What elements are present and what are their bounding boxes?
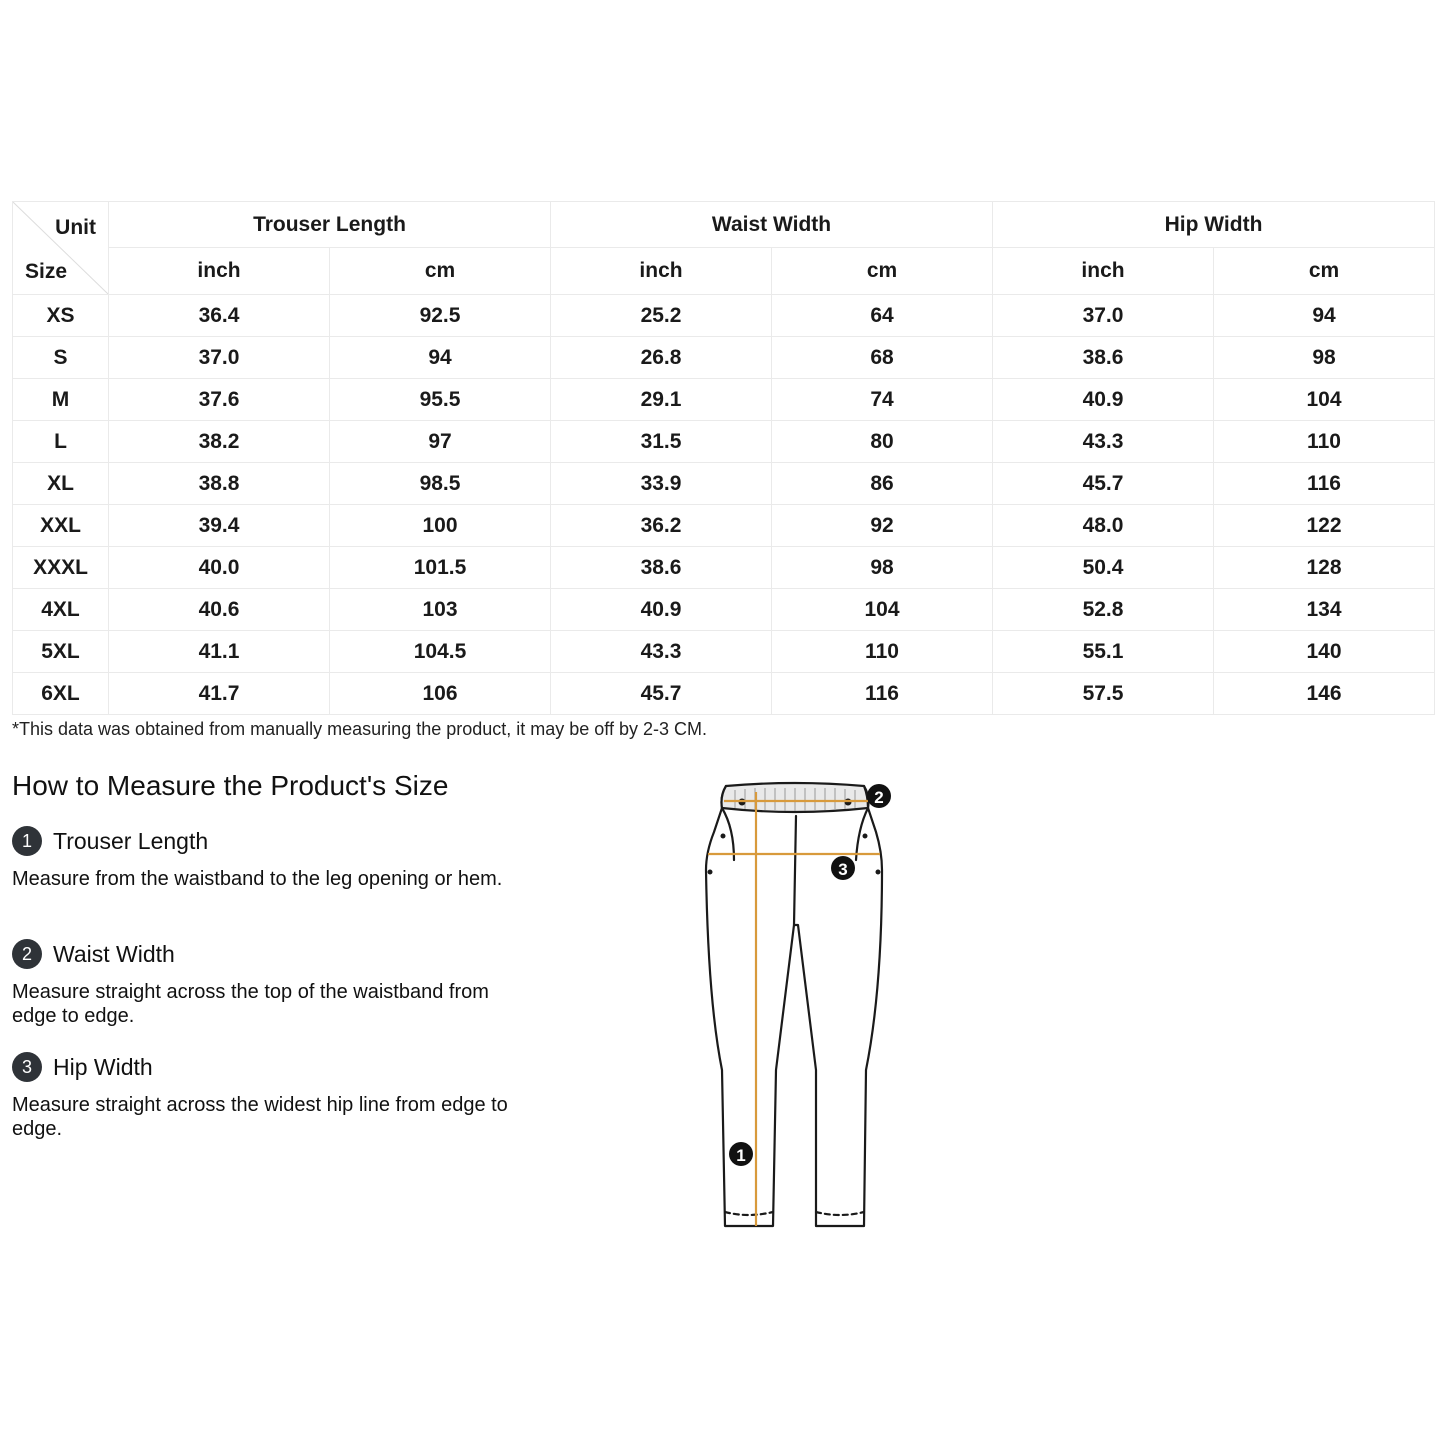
size-label-cell: XL [13,463,109,505]
size-label-cell: 6XL [13,673,109,715]
measurement-cell: 39.4 [109,505,330,547]
unit-header: cm [1214,248,1435,295]
measurement-cell: 37.6 [109,379,330,421]
corner-header-cell [13,202,109,295]
measurement-cell: 110 [1214,421,1435,463]
size-label-cell: S [13,337,109,379]
marker-number: 2 [874,788,884,807]
unit-header: inch [993,248,1214,295]
table-row [13,505,1435,547]
header-group-row [13,202,1435,248]
measurement-cell: 134 [1214,589,1435,631]
measurement-cell: 45.7 [993,463,1214,505]
measurement-cell: 37.0 [109,337,330,379]
measurement-cell: 38.8 [109,463,330,505]
size-chart-table [12,201,1435,715]
size-chart-body [13,295,1435,715]
table-row [13,547,1435,589]
measurement-cell: 68 [772,337,993,379]
measurement-cell: 38.6 [993,337,1214,379]
measurement-cell: 31.5 [551,421,772,463]
size-label-cell: XXL [13,505,109,547]
trousers-measurement-diagram [690,770,910,1240]
measurement-cell: 43.3 [993,421,1214,463]
measurement-cell: 57.5 [993,673,1214,715]
unit-header: cm [330,248,551,295]
measurement-cell: 146 [1214,673,1435,715]
unit-header: inch [109,248,330,295]
measurement-cell: 43.3 [551,631,772,673]
measurement-cell: 106 [330,673,551,715]
measurement-cell: 104 [1214,379,1435,421]
measurement-cell: 29.1 [551,379,772,421]
measurement-cell: 52.8 [993,589,1214,631]
step-title: Trouser Length [53,827,209,854]
measurement-cell: 98.5 [330,463,551,505]
measurement-cell: 98 [772,547,993,589]
table-row [13,463,1435,505]
group-header: Waist Width [551,202,993,248]
unit-header: inch [551,248,772,295]
marker-3-icon [831,856,855,880]
step-description: Measure straight across the widest hip line from edge to edge. [12,1094,508,1140]
guide-title: How to Measure the Product's Size [12,770,449,801]
step-number-badge: 3 [12,1052,42,1082]
step-title: Waist Width [53,940,175,967]
measurement-cell: 128 [1214,547,1435,589]
guide-step-hip-width [12,1051,532,1141]
table-row [13,631,1435,673]
measurement-cell: 100 [330,505,551,547]
measurement-cell: 122 [1214,505,1435,547]
measurement-cell: 41.7 [109,673,330,715]
measurement-cell: 40.6 [109,589,330,631]
measurement-cell: 26.8 [551,337,772,379]
measurement-cell: 40.9 [993,379,1214,421]
measurement-cell: 80 [772,421,993,463]
table-row [13,295,1435,337]
unit-header: cm [772,248,993,295]
measurement-cell: 40.0 [109,547,330,589]
marker-number: 3 [838,860,848,879]
measurement-cell: 97 [330,421,551,463]
measurement-cell: 38.2 [109,421,330,463]
measurement-cell: 40.9 [551,589,772,631]
table-row [13,379,1435,421]
measurement-cell: 92 [772,505,993,547]
measurement-cell: 45.7 [551,673,772,715]
measurement-cell: 36.2 [551,505,772,547]
measurement-cell: 38.6 [551,547,772,589]
step-number-badge: 2 [12,939,42,969]
size-label-cell: XXXL [13,547,109,589]
corner-unit-label: Unit [55,216,96,239]
size-label-cell: 5XL [13,631,109,673]
measurement-cell: 36.4 [109,295,330,337]
marker-2-icon [867,784,891,808]
measurement-cell: 110 [772,631,993,673]
measurement-cell: 33.9 [551,463,772,505]
group-header: Hip Width [993,202,1435,248]
step-description: Measure straight across the top of the waistband from edge to edge. [12,981,489,1027]
measurement-cell: 92.5 [330,295,551,337]
corner-size-label: Size [25,260,68,283]
measurement-cell: 74 [772,379,993,421]
measurement-cell: 25.2 [551,295,772,337]
measurement-cell: 94 [1214,295,1435,337]
measurement-cell: 104.5 [330,631,551,673]
size-label-cell: M [13,379,109,421]
measurement-cell: 116 [772,673,993,715]
measurement-cell: 50.4 [993,547,1214,589]
measurement-cell: 98 [1214,337,1435,379]
table-row [13,421,1435,463]
size-label-cell: XS [13,295,109,337]
marker-1-icon [729,1142,753,1166]
measurement-cell: 64 [772,295,993,337]
header-unit-row [13,248,1435,295]
measurement-cell: 95.5 [330,379,551,421]
table-row [13,673,1435,715]
measurement-cell: 103 [330,589,551,631]
step-description: Measure from the waistband to the leg opening or hem. [12,868,503,890]
measurement-cell: 37.0 [993,295,1214,337]
table-row [13,337,1435,379]
measurement-cell: 101.5 [330,547,551,589]
table-row [13,589,1435,631]
measurement-cell: 86 [772,463,993,505]
measurement-cell: 55.1 [993,631,1214,673]
step-number-badge: 1 [12,826,42,856]
group-header: Trouser Length [109,202,551,248]
size-label-cell: L [13,421,109,463]
size-label-cell: 4XL [13,589,109,631]
measurement-note: *This data was obtained from manually measuring the product, it may be off by 2-3 CM. [12,719,708,739]
measurement-cell: 94 [330,337,551,379]
measurement-cell: 140 [1214,631,1435,673]
guide-step-trouser-length [12,825,532,891]
step-title: Hip Width [53,1053,153,1080]
guide-step-waist-width [12,938,532,1028]
measurement-cell: 48.0 [993,505,1214,547]
measurement-cell: 41.1 [109,631,330,673]
marker-number: 1 [736,1146,746,1165]
measurement-cell: 116 [1214,463,1435,505]
measurement-cell: 104 [772,589,993,631]
